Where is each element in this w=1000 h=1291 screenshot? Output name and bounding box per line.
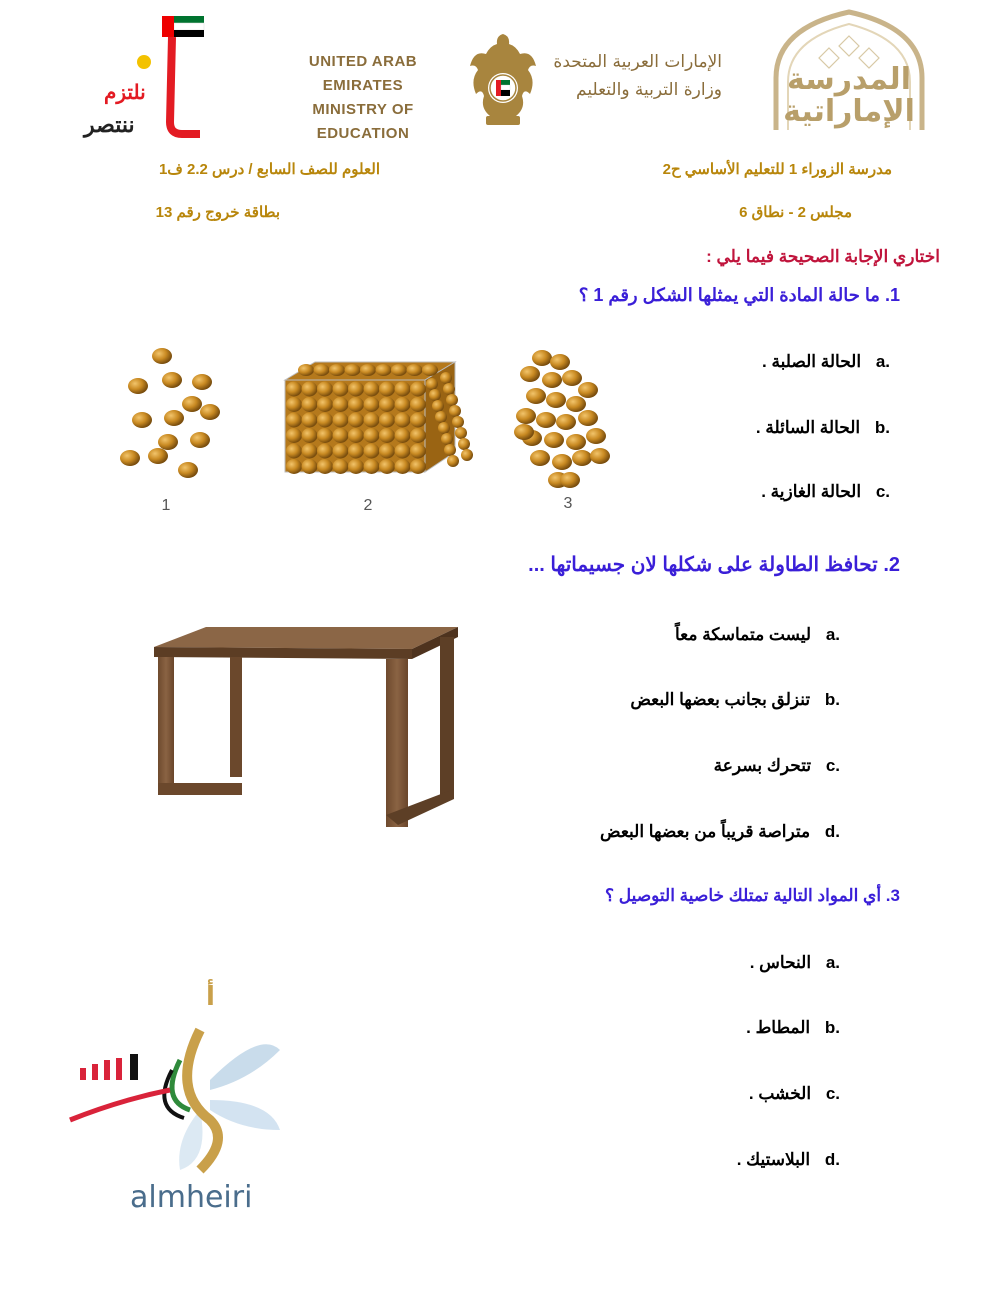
- falcon-emblem-icon: [466, 30, 540, 128]
- ministry-en-line1: UNITED ARAB EMIRATES: [308, 53, 418, 94]
- solid-particle: [286, 397, 302, 412]
- solid-particle: [422, 364, 438, 376]
- q2-option-d-letter: d.: [824, 822, 840, 841]
- liquid-particle: [556, 414, 576, 430]
- liquid-particle: [578, 410, 598, 426]
- liquid-particle: [560, 472, 580, 488]
- solid-particle: [298, 364, 314, 376]
- solid-particle: [317, 413, 333, 428]
- solid-particle: [329, 364, 345, 376]
- q1-option-a-text: الحالة الصلبة .: [762, 352, 862, 371]
- q1-option-b-text: الحالة السائلة .: [755, 418, 861, 437]
- q3-option-c-letter: c.: [825, 1084, 840, 1103]
- liquid-particle: [514, 424, 534, 440]
- liquid-particle: [586, 428, 606, 444]
- q2-option-b-text: تنزلق بجانب بعضها البعض: [630, 690, 811, 709]
- question-2-number: 2.: [883, 554, 900, 576]
- ministry-ar-line2: وزارة التربية والتعليم: [576, 80, 722, 100]
- solid-particle: [410, 382, 426, 397]
- council-line: مجلس 2 - نطاق 6: [739, 204, 852, 221]
- solid-particle: [429, 389, 441, 401]
- question-1-number: 1.: [884, 285, 900, 305]
- q2-option-a[interactable]: [675, 625, 840, 645]
- gas-particles-model: [120, 348, 220, 478]
- liquid-particle: [532, 350, 552, 366]
- particle-figure: [110, 340, 630, 520]
- question-1-text: ما حالة المادة التي يمثلها الشكل رقم 1 ؟: [578, 285, 880, 305]
- almheiri-logo-glyph: أ: [206, 982, 215, 1012]
- solid-particle: [443, 383, 455, 395]
- wooden-table-image: [150, 625, 470, 830]
- solid-particle: [438, 422, 450, 434]
- solid-particle: [435, 411, 447, 423]
- logo-text-top: نلتزم: [104, 82, 146, 104]
- ministry-ar-line1: الإمارات العربية المتحدة: [553, 52, 722, 72]
- q3-option-d-text: البلاستيك .: [736, 1150, 811, 1169]
- solid-particle: [379, 428, 395, 443]
- solid-particle: [395, 397, 411, 412]
- question-3-text: أي المواد التالية تمتلك خاصية التوصيل ؟: [604, 886, 882, 905]
- instruction: اختاري الإجابة الصحيحة فيما يلي :: [706, 247, 940, 266]
- liquid-particle: [562, 370, 582, 386]
- q2-option-d[interactable]: [600, 822, 840, 842]
- solid-particle: [333, 444, 349, 459]
- q2-option-c[interactable]: [714, 756, 840, 776]
- q1-option-b-letter: b.: [874, 418, 890, 437]
- q1-option-b[interactable]: [756, 418, 890, 438]
- figure-label-3: 3: [563, 495, 573, 512]
- q2-option-c-text: تتحرك بسرعة: [713, 756, 812, 775]
- q1-option-a[interactable]: [762, 352, 890, 372]
- solid-particle: [440, 372, 452, 384]
- figure-label-2: 2: [363, 497, 373, 514]
- figure-label-1: 1: [161, 497, 171, 514]
- solid-particle: [379, 413, 395, 428]
- solid-particle: [348, 413, 364, 428]
- liquid-particle: [530, 450, 550, 466]
- solid-particle: [395, 459, 411, 474]
- solid-particle: [317, 428, 333, 443]
- solid-particle: [302, 428, 318, 443]
- solid-particle: [333, 382, 349, 397]
- solid-particle: [348, 459, 364, 474]
- solid-particle: [379, 382, 395, 397]
- liquid-particle: [572, 450, 592, 466]
- solid-particle: [458, 438, 470, 450]
- solid-particle: [345, 364, 361, 376]
- solid-particle: [407, 364, 423, 376]
- solid-particle: [449, 405, 461, 417]
- q3-option-b[interactable]: [746, 1018, 840, 1038]
- solid-particle: [333, 459, 349, 474]
- solid-particle: [432, 400, 444, 412]
- solid-particle: [410, 397, 426, 412]
- solid-particle: [395, 413, 411, 428]
- liquid-particle: [544, 432, 564, 448]
- left-logo: [82, 12, 212, 142]
- solid-particle: [395, 382, 411, 397]
- solid-particle: [447, 455, 459, 467]
- solid-particle: [410, 444, 426, 459]
- solid-particle: [317, 459, 333, 474]
- q2-option-d-text: متراصة قريباً من بعضها البعض: [600, 822, 811, 841]
- solid-particle: [286, 382, 302, 397]
- uae-emblem: [466, 30, 540, 128]
- solid-particle: [317, 444, 333, 459]
- solid-particle: [410, 459, 426, 474]
- q2-option-b[interactable]: [630, 690, 840, 710]
- solid-particle: [410, 413, 426, 428]
- solid-particle: [379, 397, 395, 412]
- solid-particle: [455, 427, 467, 439]
- solid-particle: [364, 444, 380, 459]
- liquid-particle: [566, 396, 586, 412]
- liquid-particle: [536, 412, 556, 428]
- solid-particle: [444, 444, 456, 456]
- liquid-particle: [550, 354, 570, 370]
- solid-particle: [364, 459, 380, 474]
- almheiri-logo: [60, 982, 290, 1220]
- question-2: [528, 552, 900, 577]
- solid-particle: [333, 428, 349, 443]
- solid-particle: [348, 428, 364, 443]
- q2-option-c-letter: c.: [825, 756, 840, 775]
- liquid-particle: [566, 434, 586, 450]
- right-logo: [764, 8, 934, 132]
- solid-particle: [302, 444, 318, 459]
- solid-particle: [302, 382, 318, 397]
- solid-particle: [286, 444, 302, 459]
- q3-option-c-text: الخشب .: [748, 1084, 812, 1103]
- solid-particle: [286, 413, 302, 428]
- ministry-en-line2: MINISTRY OF EDUCATION: [312, 101, 414, 142]
- q3-option-d[interactable]: [737, 1150, 840, 1170]
- solid-particle: [379, 459, 395, 474]
- logo-school-line2: الإماراتية: [783, 94, 915, 129]
- q2-option-b-letter: b.: [824, 690, 840, 709]
- solid-particle: [317, 397, 333, 412]
- liquid-particle: [520, 366, 540, 382]
- q3-option-a[interactable]: [750, 953, 840, 973]
- logo-school-line1: المدرسة: [787, 62, 911, 97]
- solid-particle: [333, 413, 349, 428]
- liquid-particle: [542, 372, 562, 388]
- question-3: [605, 886, 900, 906]
- solid-particles-model: [285, 362, 473, 474]
- q3-option-a-text: النحاس .: [749, 953, 812, 972]
- solid-particle: [364, 382, 380, 397]
- solid-particle: [379, 444, 395, 459]
- liquid-particles-model: [514, 350, 610, 488]
- q1-option-c-letter: c.: [875, 482, 890, 501]
- logo-text-bottom: ننتصر: [84, 112, 135, 137]
- solid-particle: [333, 397, 349, 412]
- solid-particle: [302, 459, 318, 474]
- school-name: مدرسة الزوراء 1 للتعليم الأساسي ح2: [662, 161, 892, 178]
- solid-particle: [348, 444, 364, 459]
- solid-particle: [348, 382, 364, 397]
- solid-particle: [286, 428, 302, 443]
- q3-option-d-letter: d.: [824, 1150, 840, 1169]
- solid-particle: [446, 394, 458, 406]
- liquid-particle: [590, 448, 610, 464]
- exit-card-number: بطاقة خروج رقم 13: [155, 204, 280, 221]
- question-2-text: تحافظ الطاولة على شكلها لان جسيماتها ...: [528, 554, 878, 576]
- subject-line: العلوم للصف السابع / درس 2.2 ف1: [158, 161, 380, 178]
- solid-particle: [302, 413, 318, 428]
- solid-particle: [441, 433, 453, 445]
- question-1: [579, 285, 900, 306]
- q2-option-a-text: ليست متماسكة معاً: [674, 625, 812, 644]
- q3-option-b-letter: b.: [824, 1018, 840, 1037]
- liquid-particle: [546, 392, 566, 408]
- q1-option-a-letter: a.: [875, 352, 890, 371]
- solid-particle: [360, 364, 376, 376]
- solid-particle: [391, 364, 407, 376]
- q3-option-b-text: المطاط .: [746, 1018, 811, 1037]
- solid-particle: [364, 397, 380, 412]
- q3-option-c[interactable]: [749, 1084, 840, 1104]
- solid-particle: [395, 444, 411, 459]
- solid-particle: [364, 428, 380, 443]
- liquid-particle: [578, 382, 598, 398]
- q1-option-c[interactable]: [761, 482, 890, 502]
- solid-particle: [314, 364, 330, 376]
- question-3-number: 3.: [885, 886, 900, 905]
- solid-particle: [452, 416, 464, 428]
- solid-particle: [395, 428, 411, 443]
- q1-option-c-text: الحالة الغازية .: [761, 482, 862, 501]
- solid-particle: [317, 382, 333, 397]
- solid-particle: [348, 397, 364, 412]
- q2-option-a-letter: a.: [825, 625, 840, 644]
- solid-particle: [286, 459, 302, 474]
- ministry-en: [272, 50, 454, 146]
- almheiri-logo-text: almheiri: [130, 1180, 253, 1215]
- q3-option-a-letter: a.: [825, 953, 840, 972]
- solid-particle: [461, 449, 473, 461]
- liquid-particle: [516, 408, 536, 424]
- almheiri-emblem-icon: [60, 990, 290, 1180]
- solid-particle: [410, 428, 426, 443]
- solid-particle: [376, 364, 392, 376]
- solid-particle: [364, 413, 380, 428]
- ministry-ar: [540, 48, 722, 104]
- liquid-particle: [526, 388, 546, 404]
- liquid-particle: [552, 454, 572, 470]
- solid-particle: [426, 378, 438, 390]
- solid-particle: [302, 397, 318, 412]
